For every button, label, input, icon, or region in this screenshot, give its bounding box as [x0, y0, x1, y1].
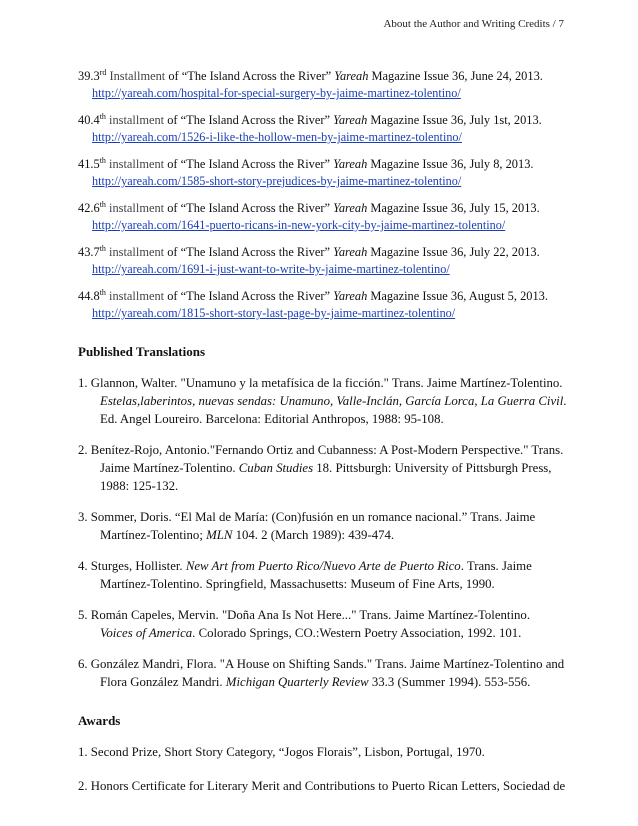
ordinal-suffix: th: [99, 155, 106, 165]
publication-title: Voices of America: [100, 626, 193, 640]
installment-ordinal: 3: [93, 69, 100, 83]
translation-item: [78, 374, 578, 428]
translation-first-line: 6. González Mandri, Flora. "A House on Shifting Sands." Trans. Jaime Martínez-Tolentino and: [78, 657, 565, 671]
installment-label: Installment: [106, 69, 169, 83]
translation-first-line: 1. Glannon, Walter. "Unamuno y la metafísica de la ficción." Trans. Jaime Martínez-Tolentino.: [78, 376, 563, 390]
award-item: 2. Honors Certificate for Literary Merit and Contributions to Puerto Rican Letters, Sociedad de: [78, 779, 566, 793]
magazine-name: Yareah: [333, 245, 371, 259]
ordinal-suffix: th: [99, 111, 106, 121]
entry-link[interactable]: http://yareah.com/1691-i-just-want-to-write-by-jaime-martinez-tolentino/: [92, 262, 450, 276]
translation-first-line: [78, 559, 532, 573]
magazine-name: Yareah: [333, 289, 371, 303]
entry-number: 41.: [78, 157, 94, 171]
installment-label: installment: [105, 113, 168, 127]
translations-heading: Published Translations: [78, 344, 206, 359]
page-content: [78, 68, 578, 811]
installment-list: [78, 68, 578, 322]
entry-link[interactable]: http://yareah.com/1641-puerto-ricans-in-new-york-city-by-jaime-martinez-tolentino/: [92, 218, 506, 232]
installment-label: installment: [105, 201, 168, 215]
entry-link[interactable]: http://yareah.com/hospital-for-special-surgery-by-jaime-martinez-tolentino/: [92, 86, 461, 100]
translation-text: Jaime Martínez-Tolentino.: [100, 461, 239, 475]
installment-label: installment: [105, 245, 168, 259]
installment-ordinal: 5: [93, 157, 100, 171]
installment-ordinal: 6: [93, 201, 100, 215]
translation-text: Martínez-Tolentino. Springfield, Massachusetts: Museum of Fine Arts, 1990.: [100, 577, 495, 591]
magazine-name: Yareah: [334, 69, 372, 83]
entry-citation: [78, 200, 578, 217]
entry-number: 43.: [78, 245, 94, 259]
story-title: of “The Island Across the River”: [167, 157, 334, 171]
list-item: [78, 244, 578, 278]
translation-text: 18. Pittsburgh: University of Pittsburgh Press, 1988: 125-132.: [100, 461, 552, 493]
entry-citation: [78, 288, 578, 305]
list-item: [78, 200, 578, 234]
installment-ordinal: 7: [93, 245, 100, 259]
awards-heading: Awards: [78, 713, 121, 728]
list-item: [78, 288, 578, 322]
translation-text: Martínez-Tolentino;: [100, 528, 207, 542]
publication-title: Estelas,laberintos, nuevas sendas: Unamuno, Valle-Inclán, García Lorca, La Guerra Civil: [100, 394, 564, 408]
award-list: [78, 743, 578, 795]
translation-item: [78, 441, 578, 495]
list-item: [78, 68, 578, 102]
entry-citation: [78, 244, 578, 261]
translation-continuation: [78, 459, 578, 495]
translation-text: 4. Sturges, Hollister.: [78, 559, 186, 573]
magazine-name: Yareah: [333, 201, 371, 215]
entry-number: 40.: [78, 113, 94, 127]
story-title: of “The Island Across the River”: [167, 289, 334, 303]
translation-continuation: [78, 526, 578, 544]
translation-text: 104. 2 (March 1989): 439-474.: [232, 528, 395, 542]
translation-list: [78, 374, 578, 691]
translation-first-line: 3. Sommer, Doris. “El Mal de María: (Con)fusión en un romance nacional.” Trans. Jaime: [78, 510, 536, 524]
page-header: About the Author and Writing Credits / 7: [383, 18, 564, 30]
ordinal-suffix: th: [99, 243, 106, 253]
issue-info: Magazine Issue 36, July 22, 2013.: [370, 245, 540, 259]
magazine-name: Yareah: [333, 157, 371, 171]
publication-title: Michigan Quarterly Review: [225, 675, 369, 689]
entry-citation: [78, 112, 578, 129]
publication-title: MLN: [206, 528, 233, 542]
story-title: of “The Island Across the River”: [167, 113, 334, 127]
translation-text: . Ed. Angel Loureiro. Barcelona: Editorial Anthropos, 1988: 95-108.: [100, 394, 567, 426]
entry-citation: [78, 156, 578, 173]
publication-title: Cuban Studies: [238, 461, 314, 475]
magazine-name: Yareah: [333, 113, 371, 127]
entry-number: 39.: [78, 69, 94, 83]
award-item: 1. Second Prize, Short Story Category, “Jogos Florais”, Lisbon, Portugal, 1970.: [78, 745, 485, 759]
ordinal-suffix: rd: [99, 67, 107, 77]
story-title: of “The Island Across the River”: [167, 201, 334, 215]
entry-link[interactable]: http://yareah.com/1585-short-story-prejudices-by-jaime-martinez-tolentino/: [92, 174, 462, 188]
translation-continuation: [78, 624, 578, 642]
entry-citation: [78, 68, 578, 85]
story-title: of “The Island Across the River”: [167, 245, 334, 259]
issue-info: Magazine Issue 36, July 8, 2013.: [370, 157, 534, 171]
translation-continuation: [78, 392, 578, 428]
translation-continuation: [78, 575, 578, 593]
issue-info: Magazine Issue 36, July 15, 2013.: [370, 201, 540, 215]
list-item: [78, 112, 578, 146]
publication-title: New Art from Puerto Rico/Nuevo Arte de Puerto Rico: [185, 559, 461, 573]
entry-number: 44.: [78, 289, 94, 303]
list-item: [78, 156, 578, 190]
installment-label: installment: [105, 289, 168, 303]
issue-info: Magazine Issue 36, August 5, 2013.: [370, 289, 548, 303]
translation-first-line: 2. Benítez-Rojo, Antonio."Fernando Ortiz and Cubanness: A Post-Modern Perspective." Trans.: [78, 443, 564, 457]
entry-link[interactable]: http://yareah.com/1526-i-like-the-hollow-men-by-jaime-martinez-tolentino/: [92, 130, 462, 144]
ordinal-suffix: th: [99, 199, 106, 209]
translation-item: [78, 508, 578, 544]
translation-text: 33.3 (Summer 1994). 553-556.: [368, 675, 531, 689]
translation-text: . Colorado Springs, CO.:Western Poetry Association, 1992. 101.: [192, 626, 522, 640]
entry-number: 42.: [78, 201, 94, 215]
translation-text: Flora González Mandri.: [100, 675, 226, 689]
translation-item: [78, 557, 578, 593]
translation-continuation: [78, 673, 578, 691]
translation-item: [78, 606, 578, 642]
issue-info: Magazine Issue 36, July 1st, 2013.: [370, 113, 542, 127]
entry-link[interactable]: http://yareah.com/1815-short-story-last-page-by-jaime-martinez-tolentino/: [92, 306, 456, 320]
issue-info: Magazine Issue 36, June 24, 2013.: [371, 69, 543, 83]
ordinal-suffix: th: [99, 287, 106, 297]
translation-first-line: 5. Román Capeles, Mervin. "Doña Ana Is Not Here..." Trans. Jaime Martínez-Tolentino.: [78, 608, 531, 622]
installment-label: installment: [105, 157, 168, 171]
translation-text: . Trans. Jaime: [460, 559, 532, 573]
installment-ordinal: 4: [93, 113, 100, 127]
installment-ordinal: 8: [93, 289, 100, 303]
story-title: of “The Island Across the River”: [168, 69, 335, 83]
translation-item: [78, 655, 578, 691]
